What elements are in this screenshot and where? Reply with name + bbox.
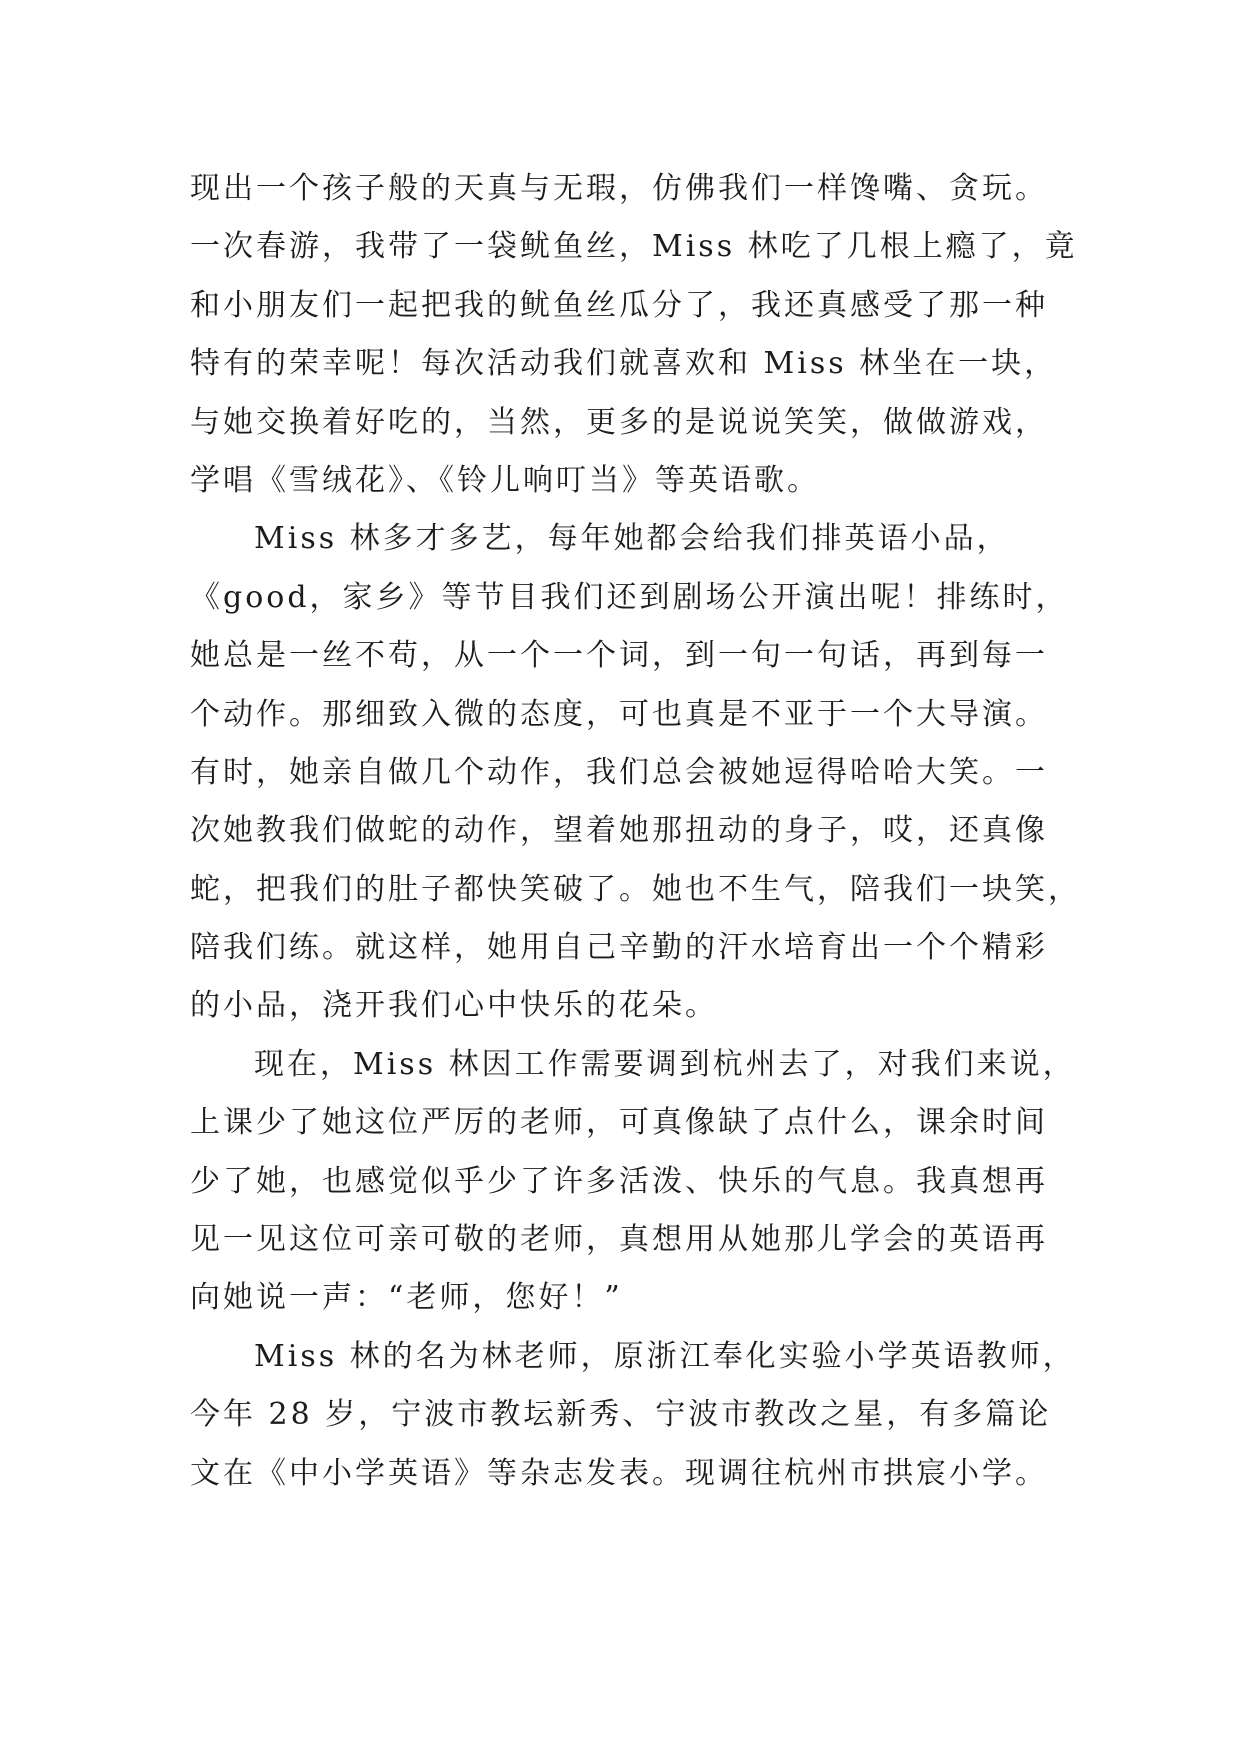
text-line: 向她说一声：“老师，您好！”: [190, 1280, 623, 1316]
text-line: Miss 林的名为林老师，原浙江奉化实验小学英语教师，: [254, 1338, 1076, 1374]
text-line: 与她交换着好吃的，当然，更多的是说说笑笑，做做游戏，: [190, 404, 1048, 440]
text-line: 有时，她亲自做几个动作，我们总会被她逗得哈哈大笑。一: [190, 754, 1048, 790]
text-line: 学唱《雪绒花》、《铃儿响叮当》等英语歌。: [190, 462, 820, 498]
text-line: 次她教我们做蛇的动作，望着她那扭动的身子，哎，还真像: [190, 813, 1048, 849]
text-line: 和小朋友们一起把我的鱿鱼丝瓜分了，我还真感受了那一种: [190, 287, 1048, 323]
text-line: 上课少了她这位严厉的老师，可真像缺了点什么，课余时间: [190, 1105, 1048, 1141]
text-line: 现在，Miss 林因工作需要调到杭州去了，对我们来说，: [254, 1046, 1076, 1082]
text-line: 今年 28 岁，宁波市教坛新秀、宁波市教改之星，有多篇论: [190, 1397, 1052, 1433]
text-line: 她总是一丝不苟，从一个一个词，到一句一句话，再到每一: [190, 638, 1048, 674]
text-line: Miss 林多才多艺，每年她都会给我们排英语小品，: [254, 521, 1010, 557]
text-line: 的小品，浇开我们心中快乐的花朵。: [190, 988, 718, 1024]
text-line: 一次春游，我带了一袋鱿鱼丝，Miss 林吃了几根上瘾了，竟: [190, 229, 1078, 265]
text-line: 蛇，把我们的肚子都快笑破了。她也不生气，陪我们一块笑，: [190, 871, 1081, 907]
text-line: 《good，家乡》等节目我们还到剧场公开演出呢！排练时，: [190, 579, 1069, 615]
text-line: 个动作。那细致入微的态度，可也真是不亚于一个大导演。: [190, 696, 1048, 732]
article-body: [190, 160, 1090, 1503]
text-line: 特有的荣幸呢！每次活动我们就喜欢和 Miss 林坐在一块，: [190, 346, 1058, 382]
text-line: 文在《中小学英语》等杂志发表。现调往杭州市拱宸小学。: [190, 1455, 1048, 1491]
text-line: 少了她，也感觉似乎少了许多活泼、快乐的气息。我真想再: [190, 1163, 1048, 1199]
text-line: 现出一个孩子般的天真与无瑕，仿佛我们一样馋嘴、贪玩。: [190, 171, 1048, 206]
text-line: 见一见这位可亲可敬的老师，真想用从她那儿学会的英语再: [190, 1222, 1048, 1258]
text-line: 陪我们练。就这样，她用自己辛勤的汗水培育出一个个精彩: [190, 930, 1048, 966]
